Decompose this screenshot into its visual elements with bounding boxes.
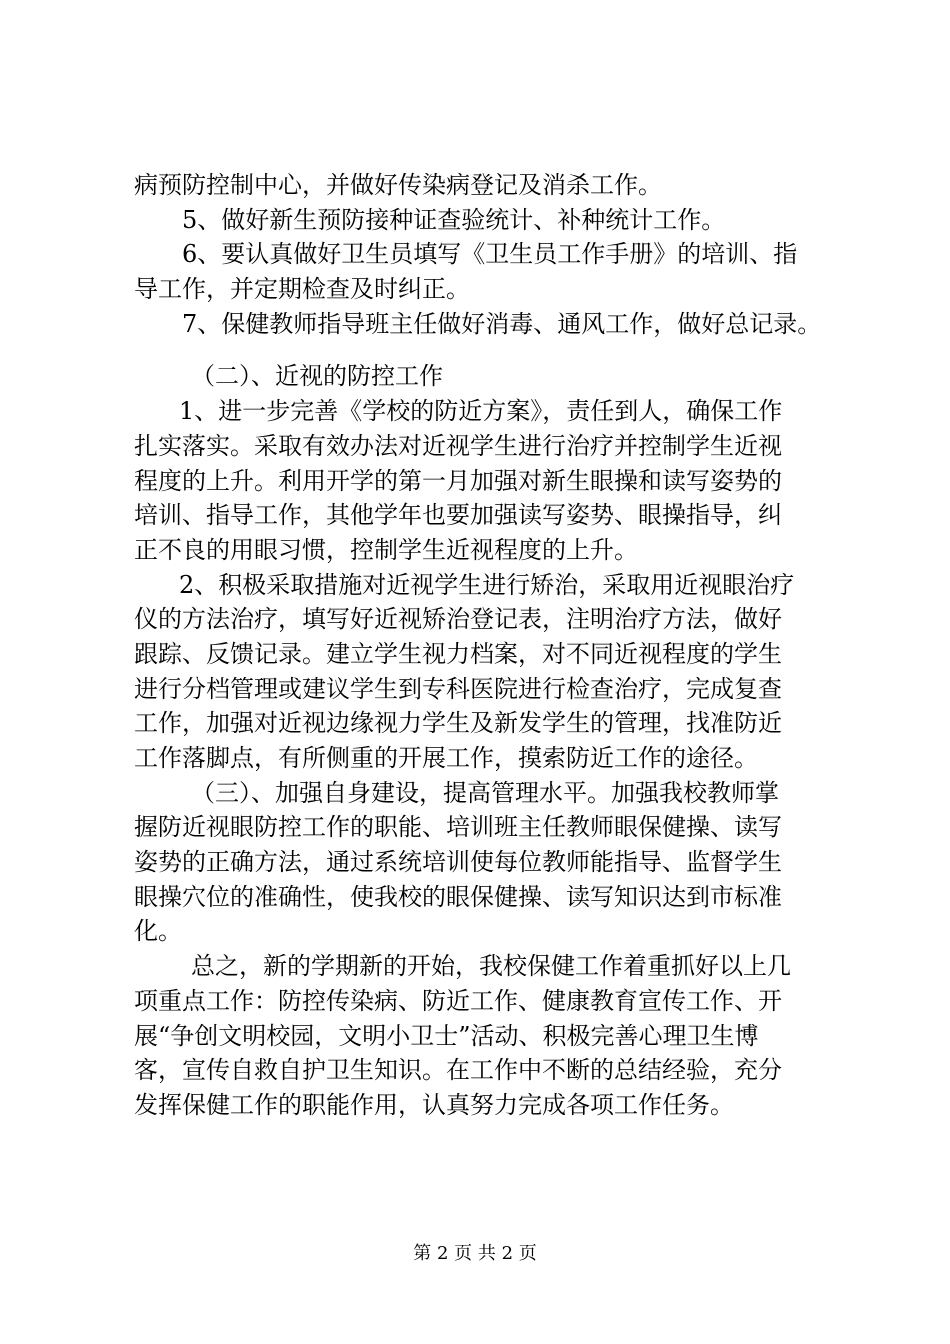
text-line: 程度的上升。利用开学的第一月加强对新生眼操和读写姿势的 xyxy=(134,466,782,495)
text-line: 展“争创文明校园，文明小卫士”活动、积极完善心理卫生博 xyxy=(134,1021,759,1050)
document-body xyxy=(134,168,846,1123)
text-line: 培训、指导工作，其他学年也要加强读写姿势、眼操指导，纠 xyxy=(134,501,782,530)
text-line: 握防近视眼防控工作的职能、培训班主任教师眼保健操、读写 xyxy=(134,813,782,842)
text-line: 眼操穴位的准确性，使我校的眼保健操、读写知识达到市标准 xyxy=(134,882,782,911)
text-line: 导工作，并定期检查及时纠正。 xyxy=(134,275,470,304)
text-line: 病预防控制中心，并做好传染病登记及消杀工作。 xyxy=(134,171,662,199)
text-line: 客，宣传自救自护卫生知识。在工作中不断的总结经验，充分 xyxy=(134,1056,782,1085)
text-line: 仪的方法治疗，填写好近视矫治登记表，注明治疗方法，做好 xyxy=(134,605,782,634)
text-line: 1、进一步完善《学校的防近方案》，责任到人，确保工作 xyxy=(179,397,783,426)
page-number-footer: 第 2 页 共 2 页 xyxy=(413,1243,537,1264)
text-line: 项重点工作：防控传染病、防近工作、健康教育宣传工作、开 xyxy=(134,986,782,1015)
text-line: 化。 xyxy=(134,917,182,946)
text-line: 姿势的正确方法，通过系统培训使每位教师能指导、监督学生 xyxy=(134,848,782,877)
text-line: 发挥保健工作的职能作用，认真努力完成各项工作任务。 xyxy=(134,1090,734,1119)
text-line: 5、做好新生预防接种证查验统计、补种统计工作。 xyxy=(182,205,726,234)
text-line: 正不良的用眼习惯，控制学生近视程度的上升。 xyxy=(134,535,638,564)
text-line: 工作落脚点，有所侧重的开展工作，摸索防近工作的途径。 xyxy=(134,744,758,772)
section-heading: （二）、近视的防控工作 xyxy=(191,362,443,391)
text-line: 7、保健教师指导班主任做好消毒、通风工作，做好总记录。 xyxy=(182,309,822,338)
text-line: 工作，加强对近视边缘视力学生及新发学生的管理，找准防近 xyxy=(134,709,782,738)
text-line: 跟踪、反馈记录。建立学生视力档案，对不同近视程度的学生 xyxy=(134,639,782,668)
paragraph-gap xyxy=(134,341,846,359)
text-line: 2、积极采取措施对近视学生进行矫治，采取用近视眼治疗 xyxy=(179,570,795,599)
text-line: 总之，新的学期新的开始，我校保健工作着重抓好以上几 xyxy=(191,952,791,981)
text-line: 6、要认真做好卫生员填写《卫生员工作手册》的培训、指 xyxy=(182,240,798,269)
text-line: 扎实落实。采取有效办法对近视学生进行治疗并控制学生近视 xyxy=(134,431,782,460)
section-heading: （三）、加强自身建设，提高管理水平。加强我校教师掌 xyxy=(191,778,779,807)
text-line: 进行分档管理或建议学生到专科医院进行检查治疗，完成复查 xyxy=(134,674,782,703)
